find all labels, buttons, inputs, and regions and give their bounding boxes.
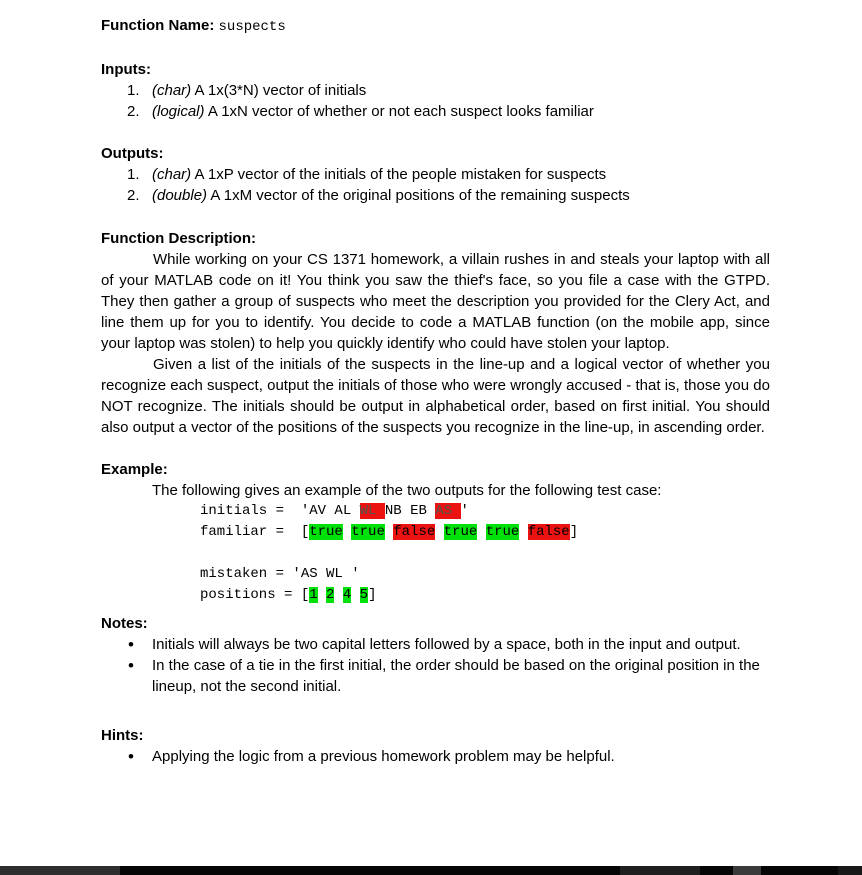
note-item: • Initials will always be two capital letters followed by a space, both in the input and output. xyxy=(101,634,770,655)
type-label: (char) xyxy=(152,82,192,99)
function-name-line xyxy=(101,15,770,38)
highlighted-code-text: WL xyxy=(359,503,385,519)
notes-list xyxy=(101,634,770,697)
hints-heading: Hints: xyxy=(101,727,144,744)
code-block xyxy=(200,501,770,606)
code-line xyxy=(200,585,770,606)
note-item: • In the case of a tie in the first initial, the order should be based on the original position in the lineup, not the second initial. xyxy=(101,655,770,697)
code-text: mistaken = 'AS WL ' xyxy=(200,566,360,582)
code-text: NB EB xyxy=(384,503,436,519)
code-text: initials = 'AV AL xyxy=(200,503,360,519)
highlighted-code-text: 1 xyxy=(309,587,318,603)
code-text xyxy=(343,524,351,540)
hint-item: • Applying the logic from a previous homework problem may be helpful. xyxy=(101,746,770,767)
list-item xyxy=(101,164,770,185)
hints-list xyxy=(101,746,770,767)
list-number: 1. xyxy=(127,166,140,183)
list-item xyxy=(101,185,770,206)
list-item-text: A 1xM vector of the original positions of the remaining suspects xyxy=(207,187,630,204)
notes-heading: Notes: xyxy=(101,615,148,632)
code-text xyxy=(334,587,342,603)
list-item-text: A 1x(3*N) vector of initials xyxy=(191,82,367,99)
code-text xyxy=(385,524,393,540)
highlighted-code-text: 4 xyxy=(342,587,352,603)
highlighted-code-text: true xyxy=(309,524,343,540)
inputs-heading: Inputs: xyxy=(101,61,151,78)
list-item-text: A 1xN vector of whether or not each suspect looks familiar xyxy=(204,103,594,120)
outputs-list xyxy=(101,164,770,206)
document-page xyxy=(101,15,770,767)
description-heading: Function Description: xyxy=(101,230,256,247)
taskbar-segment xyxy=(733,866,761,875)
example-intro: The following gives an example of the two outputs for the following test case: xyxy=(152,482,662,499)
highlighted-code-text: 5 xyxy=(359,587,369,603)
code-line xyxy=(200,564,770,585)
code-line xyxy=(200,522,770,543)
highlighted-code-text: false xyxy=(393,524,436,540)
description-paragraph: Given a list of the initials of the suspects in the line-up and a logical vector of whether you recognize each suspect, output the initials of those who were wrongly accused - that is, those you do NOT recognize. The initials should be output in alphabetical order, based on first initial. You should also output a vector of the positions of the suspects you recognize in the line-up, in ascending order. xyxy=(101,356,770,436)
code-text xyxy=(435,524,443,540)
highlighted-code-text: true xyxy=(443,524,478,540)
highlighted-code-text: 2 xyxy=(326,587,335,603)
code-text: ' xyxy=(460,503,469,519)
highlighted-code-text: false xyxy=(527,524,570,540)
code-text xyxy=(318,587,326,603)
list-item-text: A 1xP vector of the initials of the people mistaken for suspects xyxy=(191,166,607,183)
list-item xyxy=(101,80,770,101)
example-heading: Example: xyxy=(101,461,168,478)
highlighted-code-text: true xyxy=(485,524,520,540)
inputs-list xyxy=(101,80,770,122)
list-number: 2. xyxy=(127,103,140,120)
code-text: ] xyxy=(569,524,579,540)
code-line xyxy=(200,543,770,564)
function-name-label: Function Name: xyxy=(101,17,215,34)
highlighted-code-text: AS xyxy=(435,503,461,519)
type-label: (double) xyxy=(152,187,208,204)
function-name-value: suspects xyxy=(218,19,286,35)
type-label: (char) xyxy=(152,166,192,183)
outputs-heading: Outputs: xyxy=(101,145,164,162)
description-paragraph: While working on your CS 1371 homework, a villain rushes in and steals your laptop with all of your MATLAB code on it! You think you saw the thief's face, so you file a case with the GTPD. They then gather a group of suspects who meet the description you provided for the Clery Act, and line them up for you to identify. You decide to code a MATLAB function (on the mobile app, since your laptop was stolen) to help you quickly identify who could have stolen your laptop. xyxy=(101,251,770,352)
code-line xyxy=(200,501,770,522)
bottom-taskbar-strip xyxy=(0,866,862,875)
list-number: 1. xyxy=(127,82,140,99)
highlighted-code-text: true xyxy=(351,524,385,540)
code-text xyxy=(351,587,359,603)
code-text: familiar = [ xyxy=(200,524,310,540)
taskbar-segment xyxy=(0,866,120,875)
code-text xyxy=(519,524,527,540)
list-number: 2. xyxy=(127,187,140,204)
taskbar-segment xyxy=(620,866,700,875)
list-item xyxy=(101,101,770,122)
code-text: ] xyxy=(368,587,377,603)
code-text xyxy=(477,524,485,540)
code-text: positions = [ xyxy=(200,587,310,603)
taskbar-segment xyxy=(838,866,862,875)
type-label: (logical) xyxy=(152,103,205,120)
